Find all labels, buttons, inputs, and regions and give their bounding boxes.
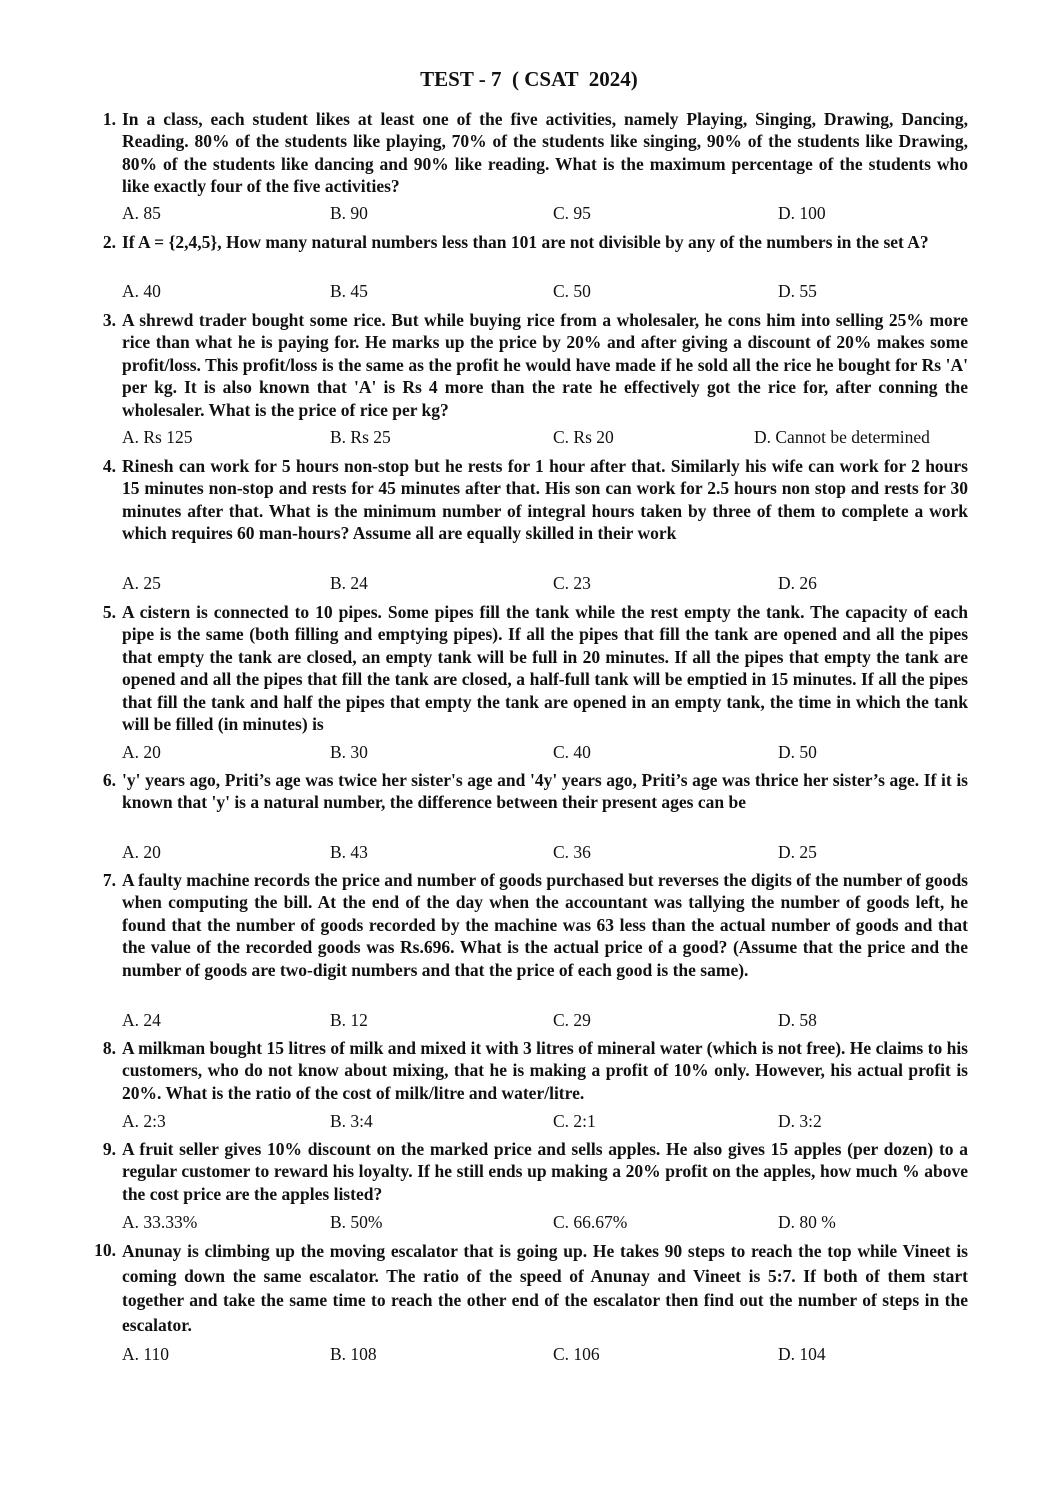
option-a: A. 40 xyxy=(122,281,161,301)
option-d: D. 3:2 xyxy=(778,1111,822,1131)
option-a: A. 33.33% xyxy=(122,1212,198,1232)
question-text: A faulty machine records the price and number of goods purchased but reverses the digits of the number of goods when computing the bill. At the end of the day when the accountant was tallying the number of goods left, he found that the number of goods recorded by the machine was 63 less than the actual number of goods and that the value of the recorded goods was Rs.696. What is the actual price of a good? (Assume that the price and the number of goods are two-digit numbers and that the price of each good is the same). xyxy=(122,870,968,980)
question-text: A milkman bought 15 litres of milk and mixed it with 3 litres of mineral water (which is not free). He claims to his customers, who do not know about mixing, that he is making a profit of 10% only. However, his actual profit is 20%. What is the ratio of the cost of milk/litre and water/litre. xyxy=(122,1038,968,1103)
option-c: C. 2:1 xyxy=(553,1111,596,1131)
option-d: D. 58 xyxy=(778,1010,817,1030)
question-number: 3. xyxy=(102,310,116,330)
option-b: B. 108 xyxy=(330,1344,377,1364)
option-d: D. 104 xyxy=(778,1344,826,1364)
option-a: A. 2:3 xyxy=(122,1111,166,1131)
option-b: B. 30 xyxy=(330,742,368,762)
option-c: C. Rs 20 xyxy=(553,427,614,447)
option-b: B. 90 xyxy=(330,203,368,223)
page-title: TEST - 7 ( CSAT 2024) xyxy=(420,67,638,91)
option-b: B. 24 xyxy=(330,573,368,593)
option-d: D. 25 xyxy=(778,842,817,862)
question-number: 9. xyxy=(102,1139,116,1159)
question-number: 1. xyxy=(102,109,116,129)
option-c: C. 29 xyxy=(553,1010,591,1030)
question-text: A shrewd trader bought some rice. But while buying rice from a wholesaler, he cons him into selling 25% more rice than what he is paying for. He marks up the price by 20% and after giving a discount of 20% makes some profit/loss. This profit/loss is the same as the profit he would have made if he sold all the rice he bought for Rs 'A' per kg. It is also known that 'A' is Rs 4 more than the rate he effectively got the rice for, after conning the wholesaler. What is the price of rice per kg? xyxy=(122,310,968,420)
option-c: C. 50 xyxy=(553,281,591,301)
question-text: Anunay is climbing up the moving escalator that is going up. He takes 90 steps to reach the top while Vineet is coming down the same escalator. The ratio of the speed of Anunay and Vineet is 5:7. If both of them start together and take the same time to reach the other end of the escalator then find out the number of steps in the escalator. xyxy=(122,1241,968,1335)
option-b: B. 3:4 xyxy=(330,1111,373,1131)
question-number: 6. xyxy=(102,770,116,790)
option-b: B. 43 xyxy=(330,842,368,862)
option-b: B. 45 xyxy=(330,281,368,301)
question-text: A cistern is connected to 10 pipes. Some pipes fill the tank while the rest empty the tank. The capacity of each pipe is the same (both filling and emptying pipes). If all the pipes that fill the tank are opened and all the pipes that empty the tank are closed, an empty tank will be full in 20 minutes. If all the pipes that empty the tank are opened and all the pipes that fill the tank are closed, a half-full tank will be emptied in 15 minutes. If all the pipes that fill the tank and half the pipes that empty the tank are opened in an empty tank, the time in which the tank will be filled (in minutes) is xyxy=(122,602,968,735)
question-text: Rinesh can work for 5 hours non-stop but he rests for 1 hour after that. Similarly his wife can work for 2 hours 15 minutes non-stop and rests for 45 minutes after that. His son can work for 2.5 hours non stop and rests for 30 minutes after that. What is the minimum number of integral hours taken by three of them to complete a work which requires 60 man-hours? Assume all are equally skilled in their work xyxy=(122,456,968,544)
question-number: 7. xyxy=(102,870,116,890)
option-a: A. 20 xyxy=(122,742,161,762)
question-number: 8. xyxy=(102,1038,116,1058)
option-c: C. 66.67% xyxy=(553,1212,628,1232)
option-d: D. 26 xyxy=(778,573,817,593)
option-a: A. 20 xyxy=(122,842,161,862)
option-a: A. 110 xyxy=(122,1344,169,1364)
question-text: If A = {2,4,5}, How many natural numbers less than 101 are not divisible by any of the numbers in the set A? xyxy=(122,232,929,252)
option-a: A. 85 xyxy=(122,203,161,223)
option-b: B. 50% xyxy=(330,1212,383,1232)
option-c: C. 36 xyxy=(553,842,591,862)
option-b: B. Rs 25 xyxy=(330,427,391,447)
question-text: 'y' years ago, Priti’s age was twice her sister's age and '4y' years ago, Priti’s age was thrice her sister’s age. If it is known that 'y' is a natural number, the difference between their present ages can be xyxy=(122,770,968,813)
option-d: D. Cannot be determined xyxy=(754,427,930,447)
option-d: D. 55 xyxy=(778,281,817,301)
option-c: C. 106 xyxy=(553,1344,600,1364)
option-c: C. 95 xyxy=(553,203,591,223)
option-b: B. 12 xyxy=(330,1010,368,1030)
option-d: D. 50 xyxy=(778,742,817,762)
option-d: D. 80 % xyxy=(778,1212,836,1232)
option-c: C. 23 xyxy=(553,573,591,593)
option-a: A. 24 xyxy=(122,1010,161,1030)
question-number: 10. xyxy=(94,1240,116,1260)
question-number: 5. xyxy=(102,602,116,622)
option-c: C. 40 xyxy=(553,742,591,762)
option-a: A. 25 xyxy=(122,573,161,593)
question-text: A fruit seller gives 10% discount on the marked price and sells apples. He also gives 15 apples (per dozen) to a regular customer to reward his loyalty. If he still ends up making a 20% profit on the apples, how much % above the cost price are the apples listed? xyxy=(122,1139,968,1204)
option-a: A. Rs 125 xyxy=(122,427,193,447)
question-number: 4. xyxy=(102,456,116,476)
question-number: 2. xyxy=(102,232,116,252)
option-d: D. 100 xyxy=(778,203,826,223)
question-text: In a class, each student likes at least one of the five activities, namely Playing, Singing, Drawing, Dancing, Reading. 80% of the students like playing, 70% of the students like singing, 90% of the students like Drawing, 80% of the students like dancing and 90% like reading. What is the maximum percentage of the students who like exactly four of the five activities? xyxy=(122,109,968,197)
